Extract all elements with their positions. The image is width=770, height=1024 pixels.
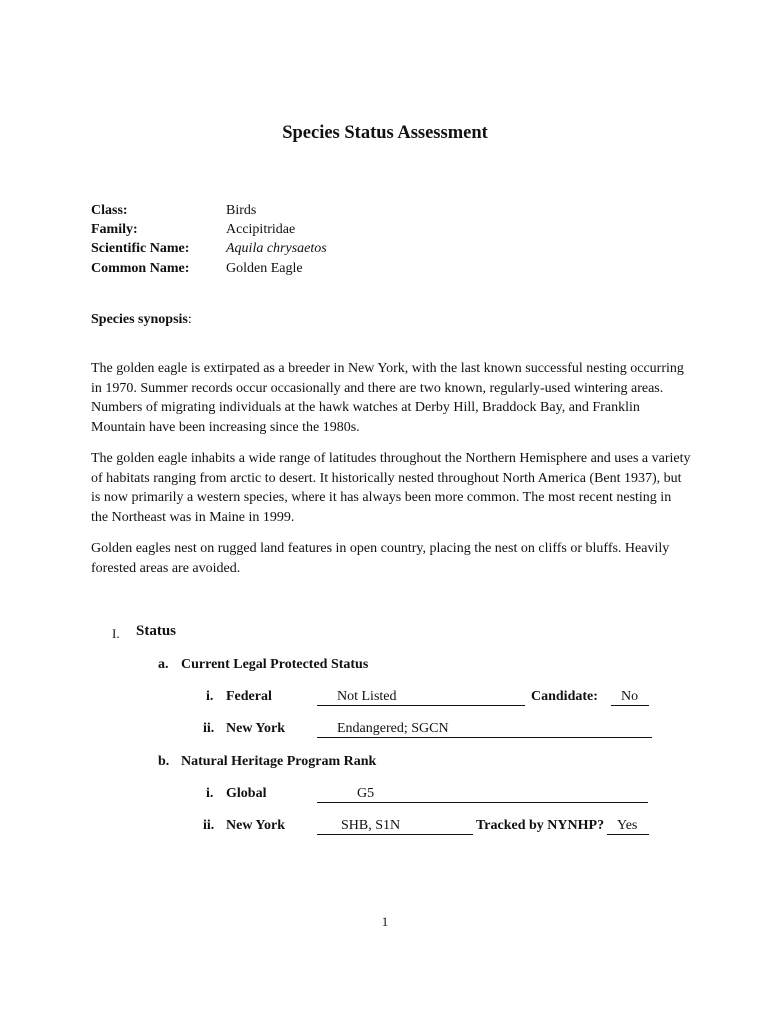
synopsis-paragraph-3: Golden eagles nest on rugged land features in open country, placing the nest on cliffs or bluffs. Heavily forested areas are avoided. — [91, 541, 670, 576]
scientific-name-value: Aquila chrysaetos — [226, 241, 327, 256]
global-rank-field — [317, 786, 648, 803]
page-number: 1 — [381, 914, 389, 929]
candidate-label: Candidate: — [531, 689, 598, 704]
candidate-value: No — [611, 689, 649, 706]
ny-rank-marker: ii. — [203, 818, 215, 833]
federal-status-value: Not Listed — [317, 689, 525, 706]
ny-legal-label: New York — [226, 721, 285, 736]
subsection-a-marker: a. — [158, 657, 169, 672]
subsection-a-heading: Current Legal Protected Status — [181, 657, 369, 672]
federal-value-field — [317, 689, 525, 706]
synopsis-heading-colon: : — [187, 312, 192, 327]
synopsis-heading — [91, 312, 192, 328]
ny-legal-marker: ii. — [203, 721, 215, 736]
section-heading-status: Status — [136, 623, 177, 639]
candidate-value-field — [611, 689, 649, 706]
document-title: Species Status Assessment — [282, 123, 488, 143]
synopsis-paragraph-1: The golden eagle is extirpated as a breeder in New York, with the last known successful nesting occurring in 1970. Summer records occur occasionally and there are two known, regularly-used wintering areas. Numbers of migrating individuals at the hawk watches at Derby Hill, Braddock Bay, and Franklin Mountain have been increasing since the 1980s. — [91, 361, 684, 435]
global-marker: i. — [206, 786, 214, 801]
ny-rank-label: New York — [226, 818, 285, 833]
global-label: Global — [226, 786, 267, 801]
tracked-value-field — [607, 818, 649, 835]
family-value: Accipitridae — [226, 222, 296, 237]
tracked-label: Tracked by NYNHP? — [476, 818, 605, 833]
class-value: Birds — [226, 203, 257, 218]
global-rank-value: G5 — [317, 786, 648, 803]
ny-legal-status-value: Endangered; SGCN — [317, 721, 652, 738]
federal-marker: i. — [206, 689, 214, 704]
common-name-value: Golden Eagle — [226, 261, 303, 276]
synopsis-paragraph-2: The golden eagle inhabits a wide range of latitudes throughout the Northern Hemisphere and uses a variety of habitats ranging from arctic to desert. It historically nested throughout North America (Bent 1937), but is now primarily a western species, where it has always been more common. The most recent nesting in the Northeast was in Maine in 1999. — [91, 451, 691, 525]
subsection-b-marker: b. — [158, 754, 170, 769]
synopsis-heading-text: Species synopsis — [91, 312, 188, 327]
class-label: Class: — [91, 203, 128, 218]
ny-rank-field — [317, 818, 473, 835]
scientific-name-label: Scientific Name: — [91, 241, 190, 256]
ny-legal-value-field — [317, 721, 652, 738]
tracked-value: Yes — [607, 818, 649, 835]
ny-rank-value: SHB, S1N — [317, 818, 473, 835]
family-label: Family: — [91, 222, 138, 237]
common-name-label: Common Name: — [91, 261, 190, 276]
section-numeral: I. — [112, 626, 120, 641]
federal-label: Federal — [226, 689, 272, 704]
subsection-b-heading: Natural Heritage Program Rank — [181, 754, 377, 769]
